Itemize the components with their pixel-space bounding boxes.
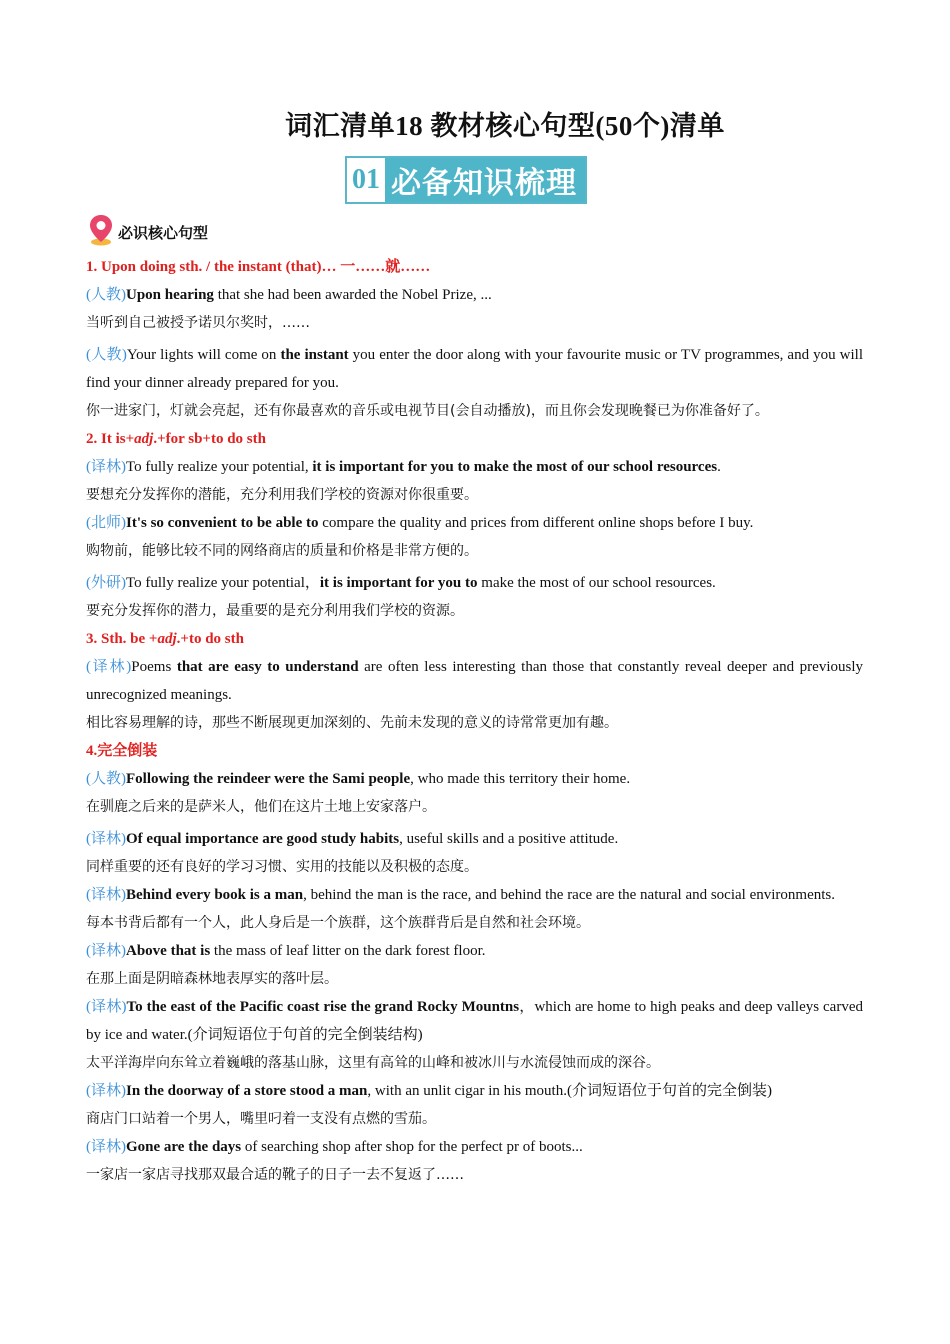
pattern-heading: 2. It is+adj.+for sb+to do sth [86, 431, 266, 447]
source-tag: (译林) [86, 831, 126, 847]
key-phrase: that are easy to understand [176, 659, 359, 675]
translation: 当听到自己被授予诺贝尔奖时，…… [86, 315, 310, 331]
source-tag: (译林) [86, 1139, 126, 1155]
example-sentence [86, 509, 863, 537]
translation: 要想充分发挥你的潜能，充分利用我们学校的资源对你很重要。 [86, 487, 478, 503]
translation: 一家店一家店寻找那双最合适的靴子的日子一去不复返了…… [86, 1167, 464, 1183]
key-phrase: Of equal importance are good study habits [126, 831, 400, 847]
sentence-rest: of searching shop after shop for the perfect pr of boots... [241, 1139, 583, 1155]
sentence-rest: compare the quality and prices from different online shops before I buy. [318, 515, 754, 531]
key-phrase: In the doorway of a store stood a man [126, 1083, 368, 1099]
source-tag: (人教) [86, 771, 126, 787]
sentence-rest: are often less interesting than those that constantly reveal deeper and previously unrecognized meanings. [86, 659, 863, 703]
key-phrase: Following the reindeer were the Sami people [126, 771, 411, 787]
section-label: 必识核心句型 [118, 224, 209, 242]
key-phrase: Behind every book is a man [126, 887, 304, 903]
sentence-rest: you enter the door along with your favourite music or TV programmes, and you will find your dinner already prepared for you. [86, 347, 863, 391]
sentence-pre: To fully realize your potential， [126, 575, 320, 591]
key-phrase: To the east of the Pacific coast rise the grand Rocky Mountns [126, 999, 520, 1015]
translation: 相比容易理解的诗，那些不断展现更加深刻的、先前未发现的意义的诗常常更加有趣。 [86, 715, 618, 731]
example-sentence [86, 1133, 863, 1161]
sentence-pre: To fully realize your potential, [126, 459, 313, 475]
sentence-rest: that she had been awarded the Nobel Prize, ... [213, 287, 492, 303]
example-sentence [86, 569, 863, 597]
key-phrase: It's so convenient to be able to [126, 515, 319, 531]
translation: 你一进家门，灯就会亮起，还有你最喜欢的音乐或电视节目(会自动播放)，而且你会发现晚餐已为你准备好了。 [86, 403, 769, 419]
source-tag: (译林) [86, 1083, 126, 1099]
source-tag: (译林) [86, 659, 132, 675]
sentence-rest: the mass of leaf litter on the dark forest floor. [210, 943, 486, 959]
sentence-rest: . [717, 459, 721, 475]
key-phrase: it is important for you to make the most of our school resources [312, 459, 718, 475]
translation: 要充分发挥你的潜力，最重要的是充分利用我们学校的资源。 [86, 603, 464, 619]
sentence-rest: ，which are home to high peaks and deep valleys carved by ice and water.(介词短语位于句首的完全倒装结构) [86, 999, 863, 1043]
example-sentence [86, 825, 863, 853]
key-phrase: the instant [280, 347, 349, 363]
source-tag: (译林) [86, 943, 126, 959]
translation: 在那上面是阴暗森林地表厚实的落叶层。 [86, 971, 338, 987]
translation: 在驯鹿之后来的是萨米人，他们在这片土地上安家落户。 [86, 799, 436, 815]
pattern-heading: 4.完全倒装 [86, 743, 158, 759]
translation: 购物前，能够比较不同的网络商店的质量和价格是非常方便的。 [86, 543, 478, 559]
example-sentence [86, 937, 863, 965]
section-banner [345, 156, 587, 204]
example-sentence [86, 993, 863, 1049]
example-sentence [86, 281, 863, 309]
translation: 商店门口站着一个男人，嘴里叼着一支没有点燃的雪茄。 [86, 1111, 436, 1127]
key-phrase: Above that is [126, 943, 211, 959]
source-tag: (译林) [86, 999, 127, 1015]
sentence-rest: make the most of our school resources. [477, 575, 716, 591]
sentence-pre: Poems [131, 659, 177, 675]
translation: 同样重要的还有良好的学习习惯、实用的技能以及积极的态度。 [86, 859, 478, 875]
source-tag: (外研) [86, 575, 126, 591]
source-tag: (译林) [86, 887, 126, 903]
source-tag: (人教) [86, 287, 126, 303]
page-title: 词汇清单18 教材核心句型(50个)清单 [285, 111, 725, 141]
pattern-heading: 1. Upon doing sth. / the instant (that)… 一……就…… [86, 259, 431, 275]
key-phrase: Upon hearing [126, 287, 214, 303]
key-phrase: Gone are the days [126, 1139, 242, 1155]
example-sentence [86, 341, 863, 397]
sentence-list [86, 253, 863, 1189]
translation: 太平洋海岸向东耸立着巍峨的落基山脉，这里有高耸的山峰和被冰川与水流侵蚀而成的深谷。 [86, 1055, 660, 1071]
source-tag: (人教) [86, 347, 127, 363]
example-sentence [86, 1077, 863, 1105]
source-tag: (北师) [86, 515, 126, 531]
sentence-rest: , behind the man is the race, and behind the race are the natural and social environments. [303, 887, 835, 903]
sentence-rest: , useful skills and a positive attitude. [399, 831, 619, 847]
banner-number: 01 [347, 158, 385, 202]
source-tag: (译林) [86, 459, 126, 475]
section-heading [88, 214, 208, 251]
example-sentence [86, 881, 863, 909]
banner-text: 必备知识梳理 [385, 158, 585, 202]
key-phrase: it is important for you to [319, 575, 478, 591]
sentence-pre: Your lights will come on [126, 347, 281, 363]
sentence-rest: , with an unlit cigar in his mouth.(介词短语位于句首的完全倒装) [367, 1083, 772, 1099]
example-sentence [86, 653, 863, 709]
pattern-heading: 3. Sth. be +adj.+to do sth [86, 631, 244, 647]
example-sentence [86, 765, 863, 793]
location-pin-icon [88, 214, 114, 251]
sentence-rest: , who made this territory their home. [410, 771, 631, 787]
example-sentence [86, 453, 863, 481]
translation: 每本书背后都有一个人，此人身后是一个族群，这个族群背后是自然和社会环境。 [86, 915, 590, 931]
